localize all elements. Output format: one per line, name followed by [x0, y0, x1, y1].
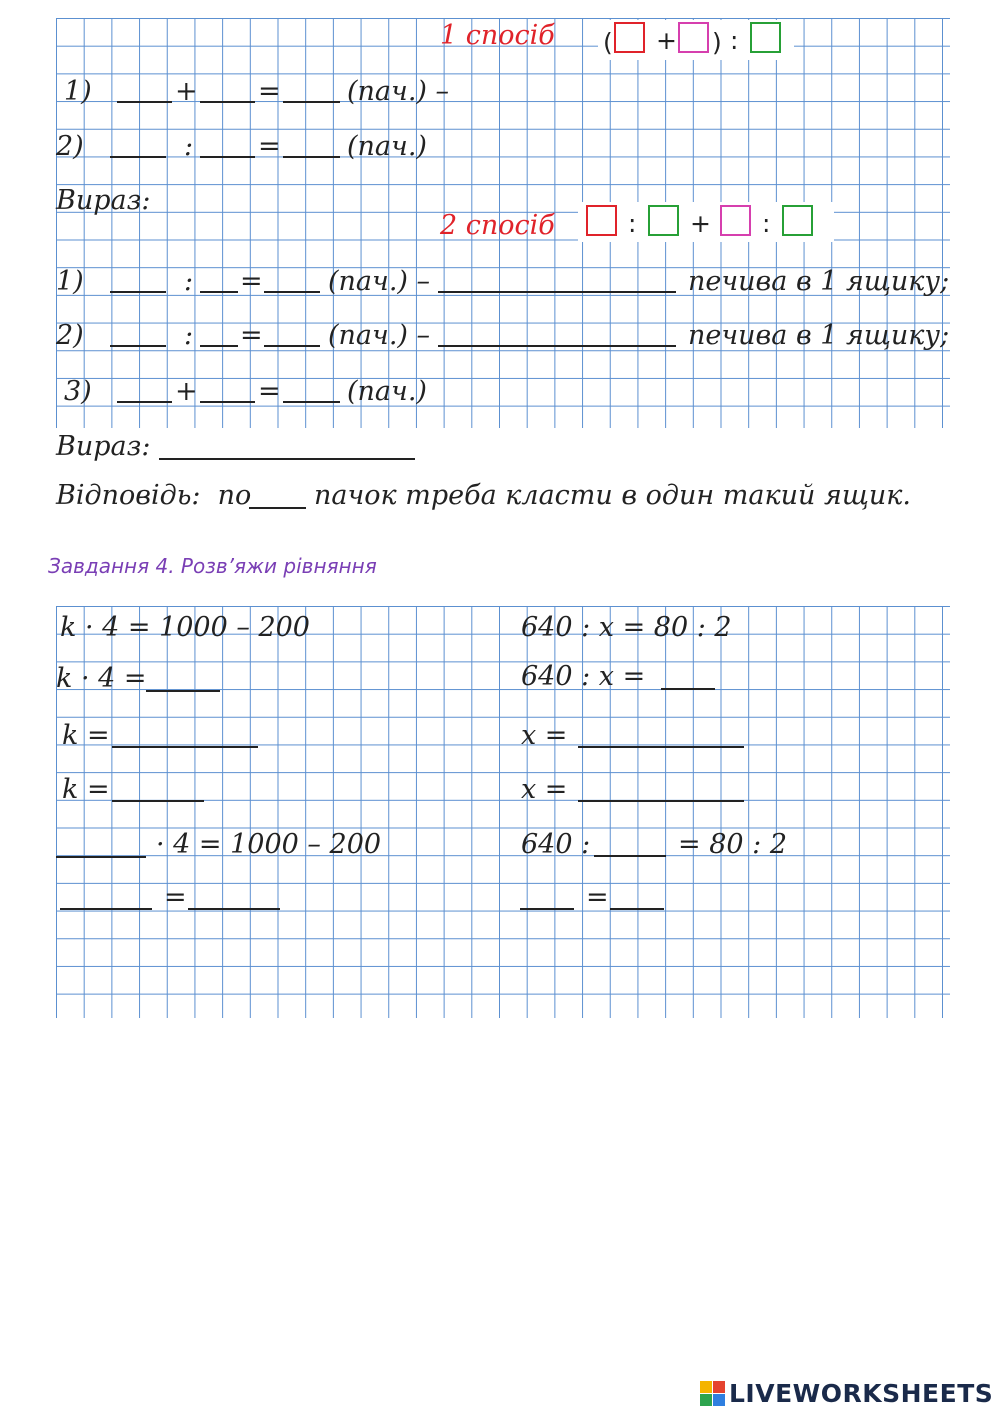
left-step1-blank[interactable] — [146, 690, 220, 692]
way2-line3-blank-a[interactable] — [117, 401, 172, 403]
way1-line1-eq: = — [258, 76, 281, 107]
right-step1-blank[interactable] — [661, 688, 715, 690]
right-check-tail: = 80 : 2 — [678, 829, 788, 860]
left-step2: k = — [62, 720, 110, 751]
scheme2-box-pink[interactable] — [720, 205, 751, 236]
way2-line2-blank-a[interactable] — [110, 345, 166, 347]
scheme-box-pink[interactable] — [678, 22, 709, 53]
way2-line1-blank-c[interactable] — [264, 291, 320, 293]
scheme-box-red[interactable] — [614, 22, 645, 53]
way2-line1-tail: печива в 1 ящику; — [688, 266, 950, 297]
way2-line1-unit: (пач.) – — [328, 266, 431, 297]
way2-line1-eq: = — [240, 266, 263, 297]
scheme2-div2: : — [762, 209, 771, 238]
way2-line2-blank-b[interactable] — [200, 345, 238, 347]
way1-expression-label: Вираз: — [56, 185, 151, 216]
way2-title: 2 спосіб — [440, 210, 555, 241]
right-step2: x = — [521, 720, 568, 751]
way1-line1-unit: (пач.) – — [347, 76, 450, 107]
way1-line1-plus: + — [175, 76, 198, 107]
way2-line1-blank-a[interactable] — [110, 291, 166, 293]
way1-line1-blank-b[interactable] — [200, 101, 255, 103]
right-final-eq: = — [586, 882, 609, 913]
liveworksheets-logo — [700, 1378, 993, 1408]
way1-line2-blank-b[interactable] — [200, 156, 255, 158]
way1-line2-div: : — [184, 131, 194, 162]
way1-line2-eq: = — [258, 131, 281, 162]
task4-grid — [56, 606, 950, 1018]
scheme2-plus: + — [690, 209, 711, 238]
left-step1: k · 4 = — [56, 663, 147, 694]
way2-line2-tail: печива в 1 ящику; — [688, 320, 950, 351]
scheme2-box-red[interactable] — [586, 205, 617, 236]
right-step3: x = — [521, 774, 568, 805]
right-step1: 640 : x = — [521, 661, 646, 692]
way2-line3-plus: + — [175, 376, 198, 407]
way2-expression-blank[interactable] — [159, 458, 415, 460]
scheme2-box-green-2[interactable] — [782, 205, 813, 236]
way1-line1-num: 1) — [64, 76, 92, 107]
way2-line1-num: 1) — [56, 266, 84, 297]
way1-line2-unit: (пач.) — [347, 131, 427, 162]
left-step3: k = — [62, 774, 110, 805]
way2-line2-eq: = — [240, 320, 263, 351]
left-final-eq: = — [164, 882, 187, 913]
left-check-blank[interactable] — [56, 856, 146, 858]
way2-line1-div: : — [184, 266, 194, 297]
right-step2-blank[interactable] — [578, 746, 744, 748]
way2-line3-blank-b[interactable] — [200, 401, 255, 403]
way2-line3-num: 3) — [64, 376, 92, 407]
task4-title: Завдання 4. Розв’яжи рівняння — [48, 554, 377, 578]
scheme-box-green[interactable] — [750, 22, 781, 53]
right-final-blank-a[interactable] — [520, 908, 574, 910]
right-check-head: 640 : — [521, 829, 591, 860]
scheme-close-paren: ) — [712, 28, 722, 57]
way2-expression-label: Вираз: — [56, 431, 151, 462]
way2-line1-blank-d[interactable] — [438, 291, 676, 293]
way1-line2-num: 2) — [56, 131, 84, 162]
left-step2-blank[interactable] — [112, 746, 258, 748]
scheme2-box-green[interactable] — [648, 205, 679, 236]
way2-line3-eq: = — [258, 376, 281, 407]
answer-prefix: Відповідь: по — [56, 480, 252, 511]
left-step3-blank[interactable] — [112, 800, 204, 802]
right-step3-blank[interactable] — [578, 800, 744, 802]
way1-line1-blank-a[interactable] — [117, 101, 172, 103]
way2-line2-unit: (пач.) – — [328, 320, 431, 351]
way2-line2-blank-d[interactable] — [438, 345, 676, 347]
way2-line2-div: : — [184, 320, 194, 351]
scheme-plus: + — [656, 26, 677, 55]
way1-line2-blank-c[interactable] — [283, 156, 340, 158]
scheme-open-paren: ( — [603, 28, 613, 57]
scheme2-div1: : — [628, 209, 637, 238]
right-final-blank-b[interactable] — [610, 908, 664, 910]
left-check-tail: · 4 = 1000 – 200 — [156, 829, 382, 860]
way2-line3-blank-c[interactable] — [283, 401, 340, 403]
way1-line1-blank-c[interactable] — [283, 101, 340, 103]
answer-suffix: пачок треба класти в один такий ящик. — [314, 480, 911, 511]
way2-line3-unit: (пач.) — [347, 376, 427, 407]
right-eq-main: 640 : x = 80 : 2 — [521, 612, 732, 643]
left-final-blank-b[interactable] — [188, 908, 280, 910]
way1-line2-blank-a[interactable] — [110, 156, 166, 158]
way1-title: 1 спосіб — [440, 20, 555, 51]
way2-line1-blank-b[interactable] — [200, 291, 238, 293]
scheme-div: : — [730, 26, 739, 55]
left-eq-main: k · 4 = 1000 – 200 — [60, 612, 310, 643]
way2-line2-blank-c[interactable] — [264, 345, 320, 347]
right-check-blank[interactable] — [594, 855, 666, 857]
logo-text: LIVEWORKSHEETS — [729, 1378, 994, 1408]
left-final-blank-a[interactable] — [60, 908, 152, 910]
answer-blank[interactable] — [249, 507, 306, 509]
logo-cubes-icon — [700, 1381, 725, 1406]
way2-line2-num: 2) — [56, 320, 84, 351]
